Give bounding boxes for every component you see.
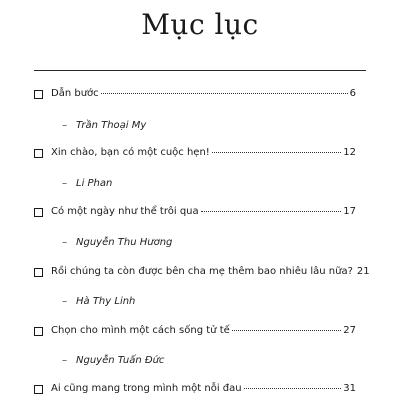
toc-entry[interactable] — [34, 147, 356, 163]
author-name: Hà Thy Linh — [76, 296, 136, 307]
dot-leader — [232, 330, 342, 331]
dot-leader — [101, 93, 348, 94]
entry-author — [62, 120, 146, 131]
toc-entry[interactable] — [34, 383, 356, 399]
entry-page-number: 31 — [343, 383, 356, 394]
checkbox-bullet-icon — [34, 149, 43, 158]
entry-page-number: 21 — [356, 266, 370, 277]
author-dash: – — [62, 178, 67, 189]
toc-entry[interactable] — [34, 88, 356, 104]
entry-author — [62, 237, 172, 248]
author-name: Trần Thoại My — [76, 120, 147, 131]
entry-title: Chọn cho mình một cách sống tử tế — [51, 325, 230, 336]
entry-title: Dẫn bước — [51, 88, 99, 99]
page-title: Mục lục — [141, 8, 259, 41]
author-dash: – — [62, 237, 67, 248]
entry-page-number: 12 — [343, 147, 356, 158]
title-divider — [34, 70, 366, 71]
toc-entry[interactable] — [34, 206, 356, 222]
entry-page-number: 17 — [343, 206, 356, 217]
entry-title: Rồi chúng ta còn được bên cha mẹ thêm bao nhiêu lâu nữa? — [51, 266, 353, 277]
toc-entry[interactable] — [34, 325, 356, 341]
entry-title: Có một ngày như thể trôi qua — [51, 206, 199, 217]
checkbox-bullet-icon — [34, 90, 43, 99]
checkbox-bullet-icon — [34, 208, 43, 217]
author-dash: – — [62, 296, 67, 307]
checkbox-bullet-icon — [34, 385, 43, 394]
author-dash: – — [62, 120, 67, 131]
entry-title: Xin chào, bạn có một cuộc hẹn! — [51, 147, 210, 158]
entry-page-number: 27 — [343, 325, 356, 336]
entry-author — [62, 355, 164, 366]
author-name: Nguyễn Tuấn Đức — [76, 355, 165, 366]
entry-page-number: 6 — [349, 88, 356, 99]
checkbox-bullet-icon — [34, 268, 43, 277]
author-name: Li Phan — [76, 178, 113, 189]
entry-title: Ai cũng mang trong mình một nỗi đau — [51, 383, 242, 394]
dot-leader — [212, 152, 341, 153]
toc-entry[interactable] — [34, 266, 370, 282]
dot-leader — [201, 211, 342, 212]
entry-author — [62, 296, 135, 307]
author-dash: – — [62, 355, 67, 366]
checkbox-bullet-icon — [34, 327, 43, 336]
dot-leader — [244, 388, 342, 389]
entry-author — [62, 178, 112, 189]
author-name: Nguyễn Thu Hương — [76, 237, 173, 248]
